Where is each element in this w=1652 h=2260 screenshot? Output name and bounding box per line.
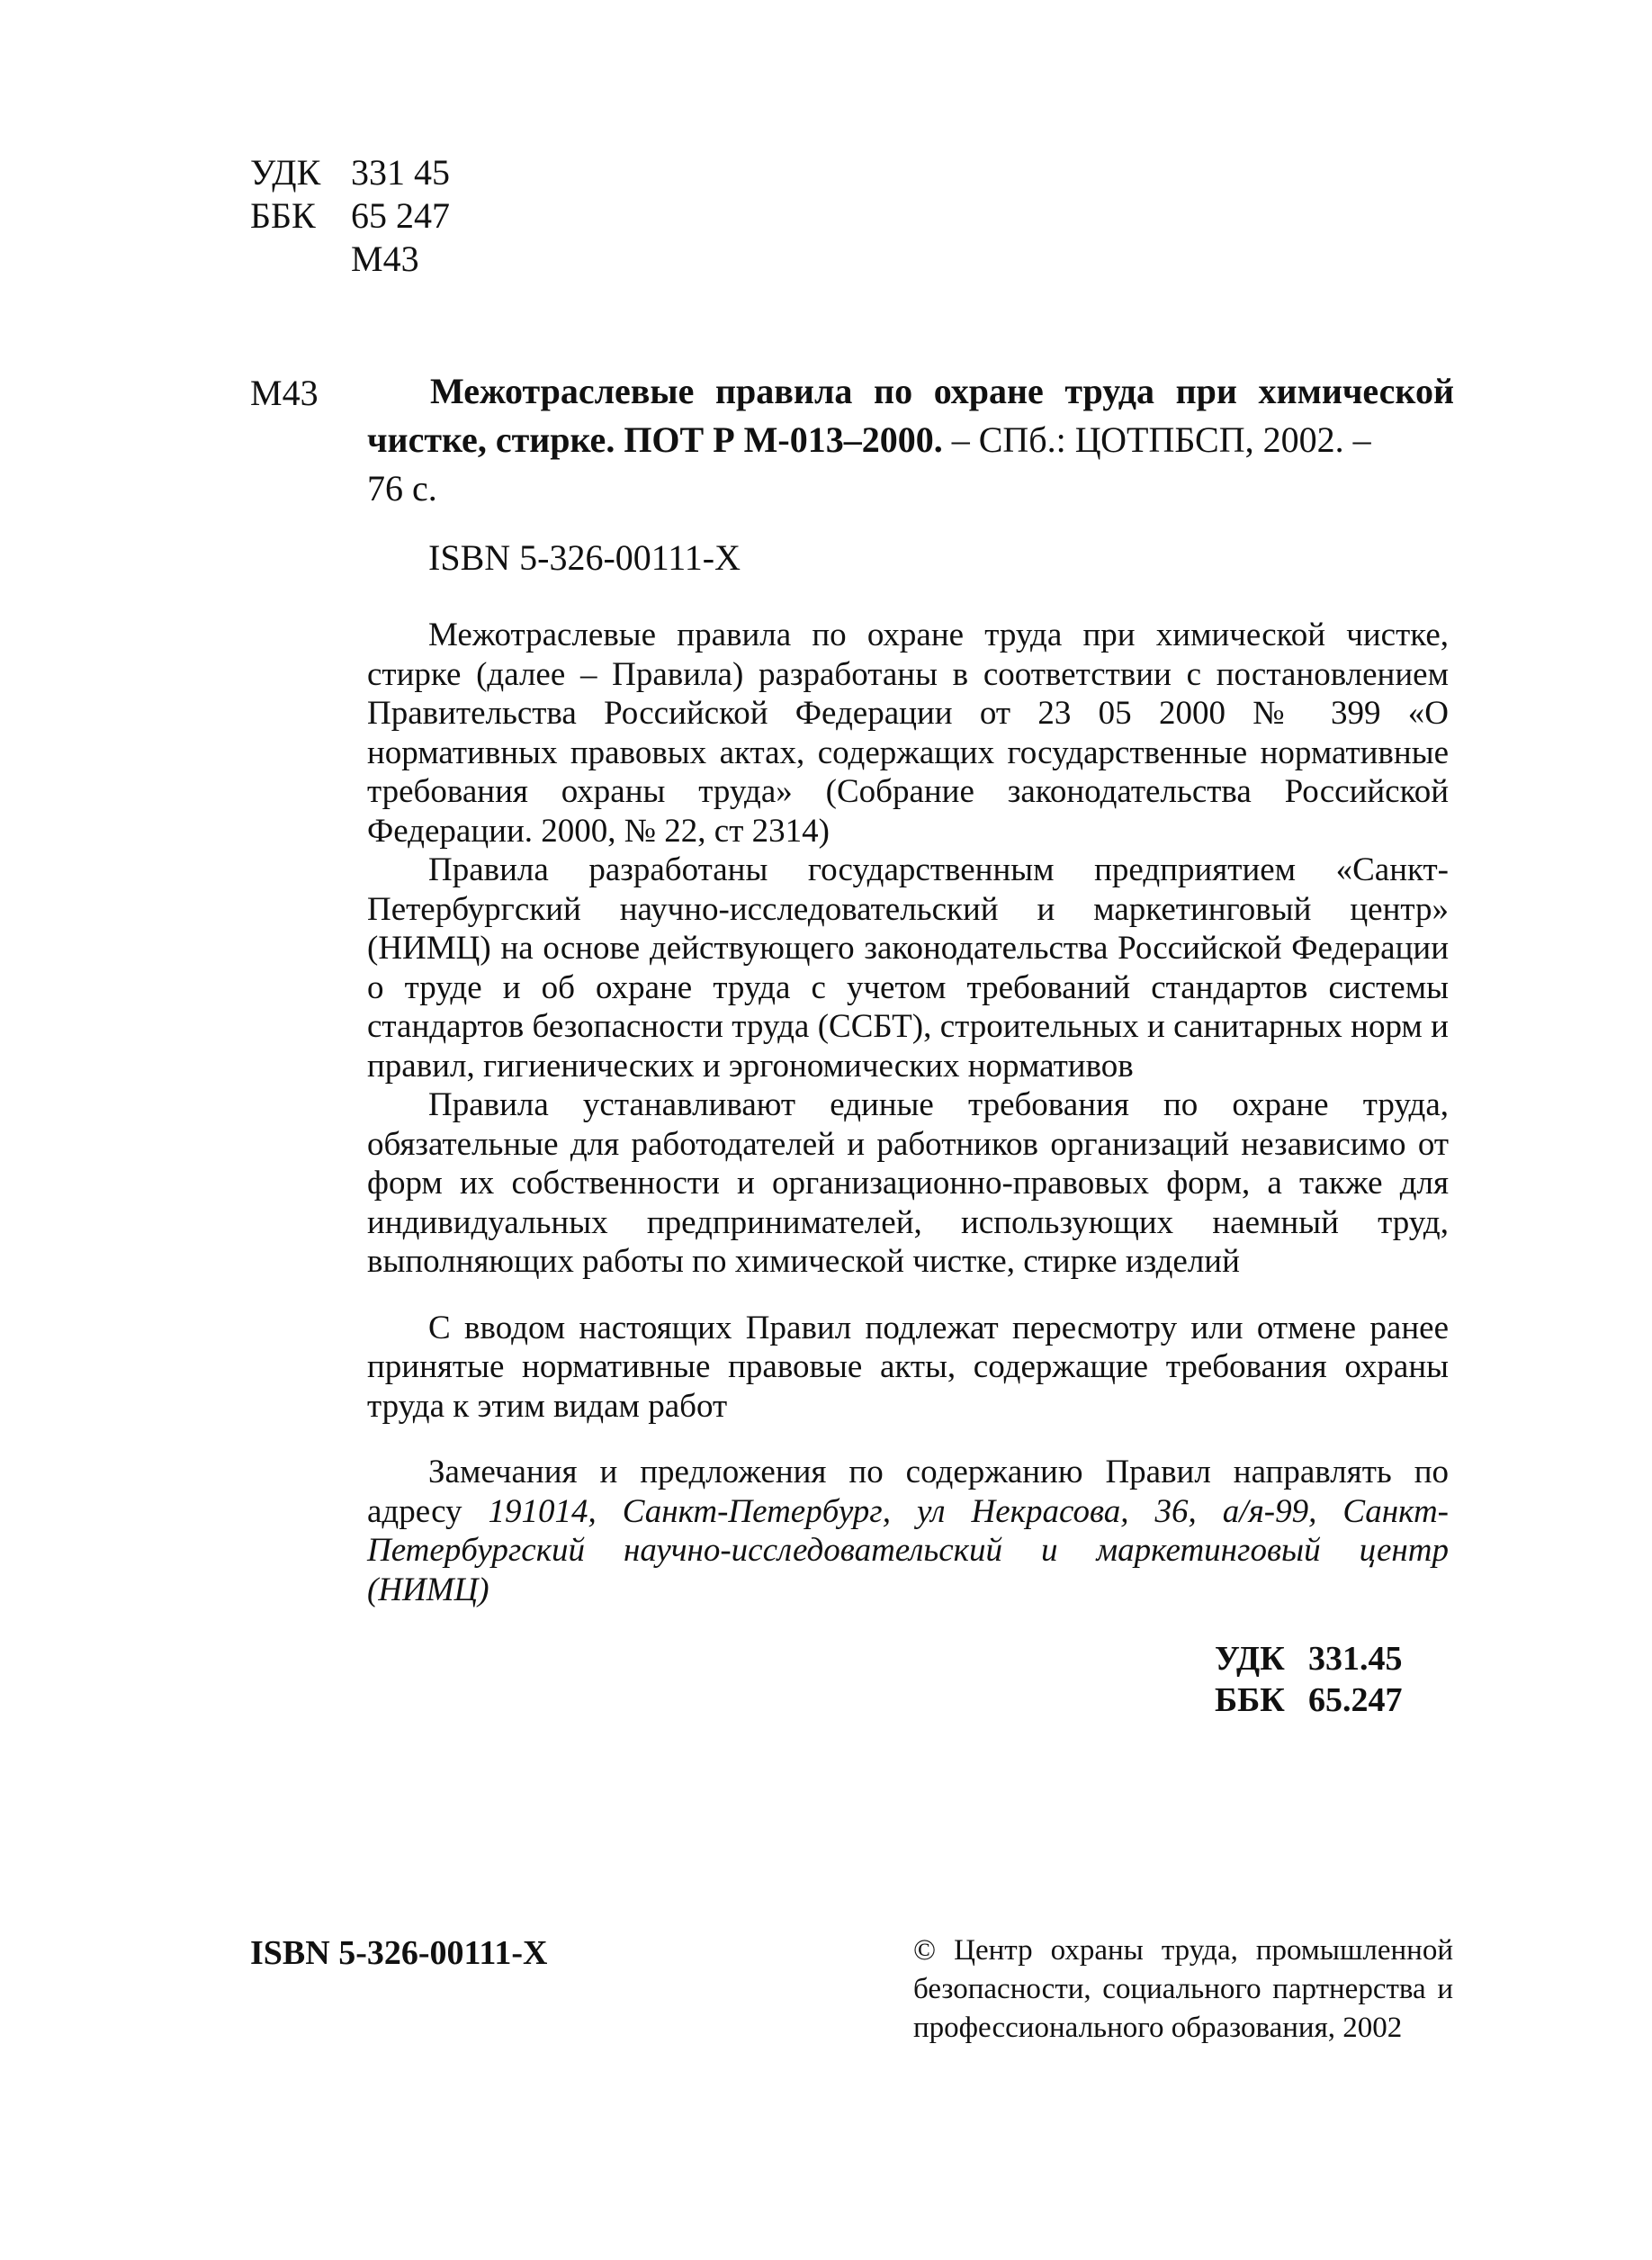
entry-isbn: ISBN 5-326-00111-X: [428, 537, 741, 578]
annotation-paragraph-2: Правила разработаны государственным предприятием «Санкт-Петербургский научно-исследовательский и маркетинговый центр» (НИМЦ) на основе действующего законодательства Российской Федерации о труде и об охране труда с учетом требований стандартов системы стандартов безопасности труда (ССБТ), строительных и санитарных норм и правил, гигиенических и эргономических нормативов: [367, 851, 1449, 1085]
publication-info: – СПб.: ЦОТПБСП, 2002. –: [942, 419, 1371, 460]
classification-block: [250, 151, 574, 281]
annotation: [367, 616, 1449, 1609]
footer-bbk-row: [1215, 1679, 1403, 1721]
bibliographic-entry: [367, 367, 1454, 513]
footer-isbn: ISBN 5-326-00111-X: [250, 1934, 548, 1972]
author-mark-row: [250, 238, 574, 281]
udk-value: 331 45: [351, 152, 450, 193]
annotation-paragraph-5: [367, 1453, 1449, 1609]
feedback-lead: Замечания и предложения по содержанию Правил направлять по адресу: [367, 1454, 1449, 1530]
entry-mark: М43: [250, 373, 319, 413]
bbk-row: [250, 194, 574, 238]
annotation-paragraph-3: Правила устанавливают единые требования по охране труда, обязательные для работодателей и работников организаций независимо от форм их собственности и организационно-правовых форм, а также для индивидуальных предпринимателей, использующих наемный труд, выполняющих работы по химической чистке, стирке изделий: [367, 1086, 1449, 1280]
footer-udk-value: 331.45: [1308, 1640, 1403, 1678]
author-mark: М43: [351, 239, 419, 279]
bbk-value: 65 247: [351, 195, 450, 236]
copyright-notice: © Центр охраны труда, промышленной безопасности, социального партнерства и профессионального образования, 2002: [913, 1934, 1453, 2044]
annotation-paragraph-4: С вводом настоящих Правил подлежат пересмотру или отмене ранее принятые нормативные правовые акты, содержащие требования охраны труда к этим видам работ: [367, 1309, 1449, 1425]
footer-bbk-label: ББК: [1215, 1681, 1285, 1719]
footer-udk-label: УДК: [1215, 1640, 1285, 1678]
footer-bbk-value: 65.247: [1308, 1681, 1403, 1719]
footer-classification: [1215, 1638, 1403, 1721]
bbk-label: ББК: [250, 195, 316, 236]
udk-row: [250, 151, 574, 194]
page-count: 76 с.: [367, 468, 437, 509]
annotation-paragraph-1: Межотраслевые правила по охране труда при химической чистке, стирке (далее – Правила) разработаны в соответствии с постановлением Правительства Российской Федерации от 23 05 2000 № 399 «О нормативных правовых актах, содержащих государственные нормативные требования охраны труда» (Собрание законодательства Российской Федерации. 2000, № 22, ст 2314): [367, 617, 1449, 850]
feedback-address: 191014, Санкт-Петербург, ул Некрасова, 36, а/я-99, Санкт-Петербургский научно-исследовательский и маркетинговый центр (НИМЦ): [367, 1492, 1449, 1608]
footer-udk-row: [1215, 1638, 1403, 1679]
udk-label: УДК: [250, 152, 321, 193]
document-title: Межотраслевые правила по охране труда при химической чистке, стирке. ПОТ Р М-013–2000.: [367, 371, 1454, 460]
